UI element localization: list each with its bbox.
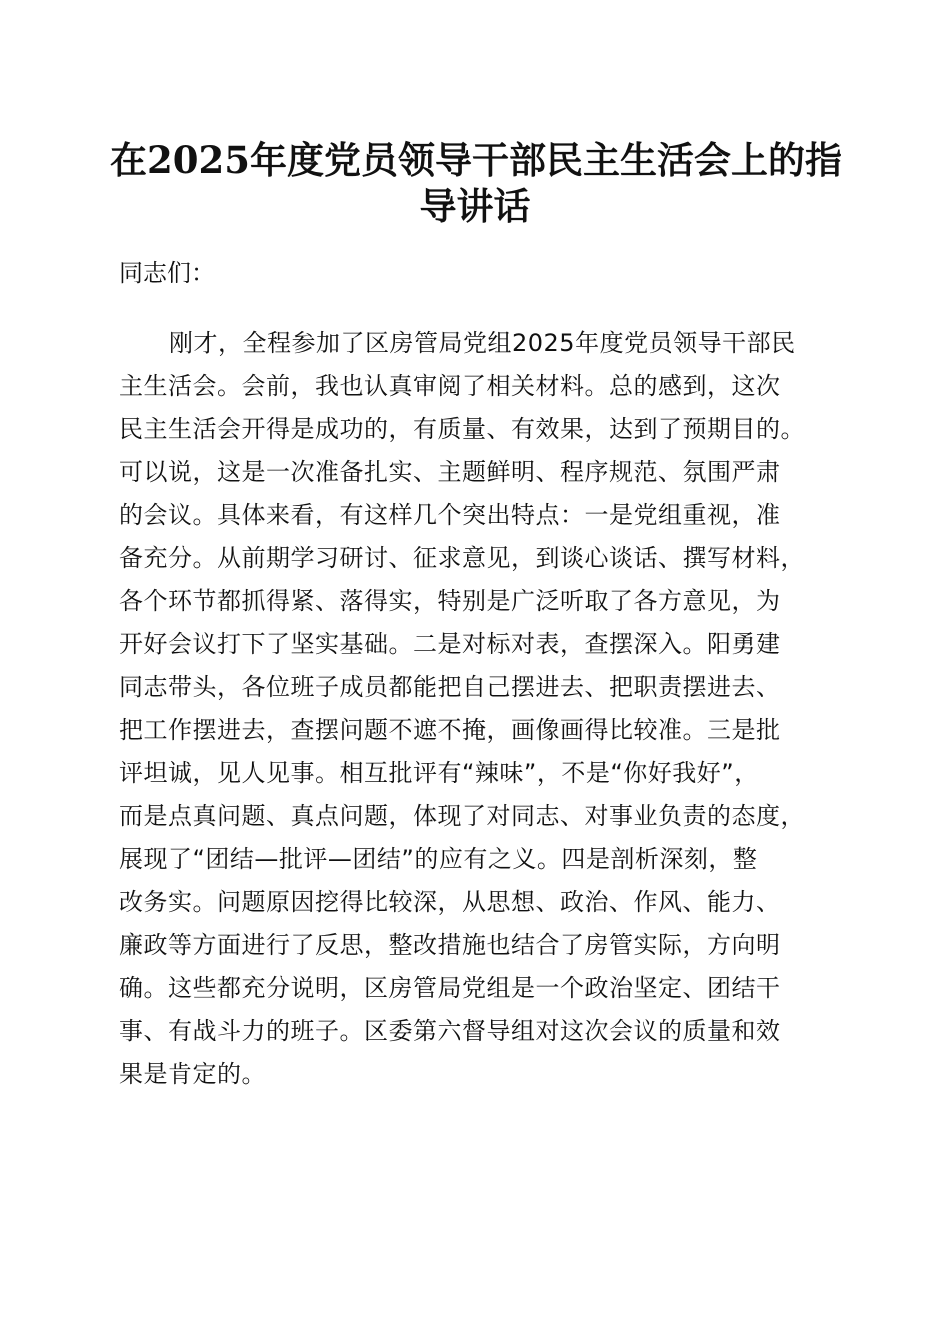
paragraph-line: 开好会议打下了坚实基础。二是对标对表，查摆深入。阳勇建 (119, 630, 781, 658)
paragraph-line: 民主生活会开得是成功的，有质量、有效果，达到了预期目的。 (119, 415, 805, 443)
title-line-2: 导讲话 (419, 184, 531, 228)
paragraph-line: 同志带头，各位班子成员都能把自己摆进去、把职责摆进去、 (119, 673, 781, 701)
paragraph-line: 的会议。具体来看，有这样几个突出特点：一是党组重视，准 (119, 501, 781, 529)
paragraph-line: 评坦诚，见人见事。相互批评有“辣味”，不是“你好我好”， (119, 759, 759, 787)
paragraph-line: 确。这些都充分说明，区房管局党组是一个政治坚定、团结干 (119, 974, 781, 1002)
paragraph-line: 而是点真问题、真点问题，体现了对同志、对事业负责的态度， (119, 802, 805, 830)
paragraph-line: 展现了“团结—批评—团结”的应有之义。四是剖析深刻，整 (119, 845, 758, 873)
paragraph-line: 改务实。问题原因挖得比较深，从思想、政治、作风、能力、 (119, 888, 781, 916)
body-paragraph (119, 322, 844, 1096)
paragraph-line: 备充分。从前期学习研讨、征求意见，到谈心谈话、撰写材料， (119, 544, 805, 572)
paragraph-line: 各个环节都抓得紧、落得实，特别是广泛听取了各方意见，为 (119, 587, 781, 615)
paragraph-line: 把工作摆进去，查摆问题不遮不掩，画像画得比较准。三是批 (119, 716, 781, 744)
salutation: 同志们： (119, 259, 215, 287)
paragraph-line: 刚才，全程参加了区房管局党组2025年度党员领导干部民 (169, 329, 796, 357)
paragraph-line: 主生活会。会前，我也认真审阅了相关材料。总的感到，这次 (119, 372, 781, 400)
paragraph-line: 廉政等方面进行了反思，整改措施也结合了房管实际，方向明 (119, 931, 781, 959)
paragraph-line: 可以说，这是一次准备扎实、主题鲜明、程序规范、氛围严肃 (119, 458, 781, 486)
paragraph-line: 事、有战斗力的班子。区委第六督导组对这次会议的质量和效 (119, 1017, 781, 1045)
title-line-1: 在2025年度党员领导干部民主生活会上的指 (110, 138, 842, 182)
paragraph-line: 果是肯定的。 (119, 1060, 266, 1088)
document-title (110, 137, 840, 229)
